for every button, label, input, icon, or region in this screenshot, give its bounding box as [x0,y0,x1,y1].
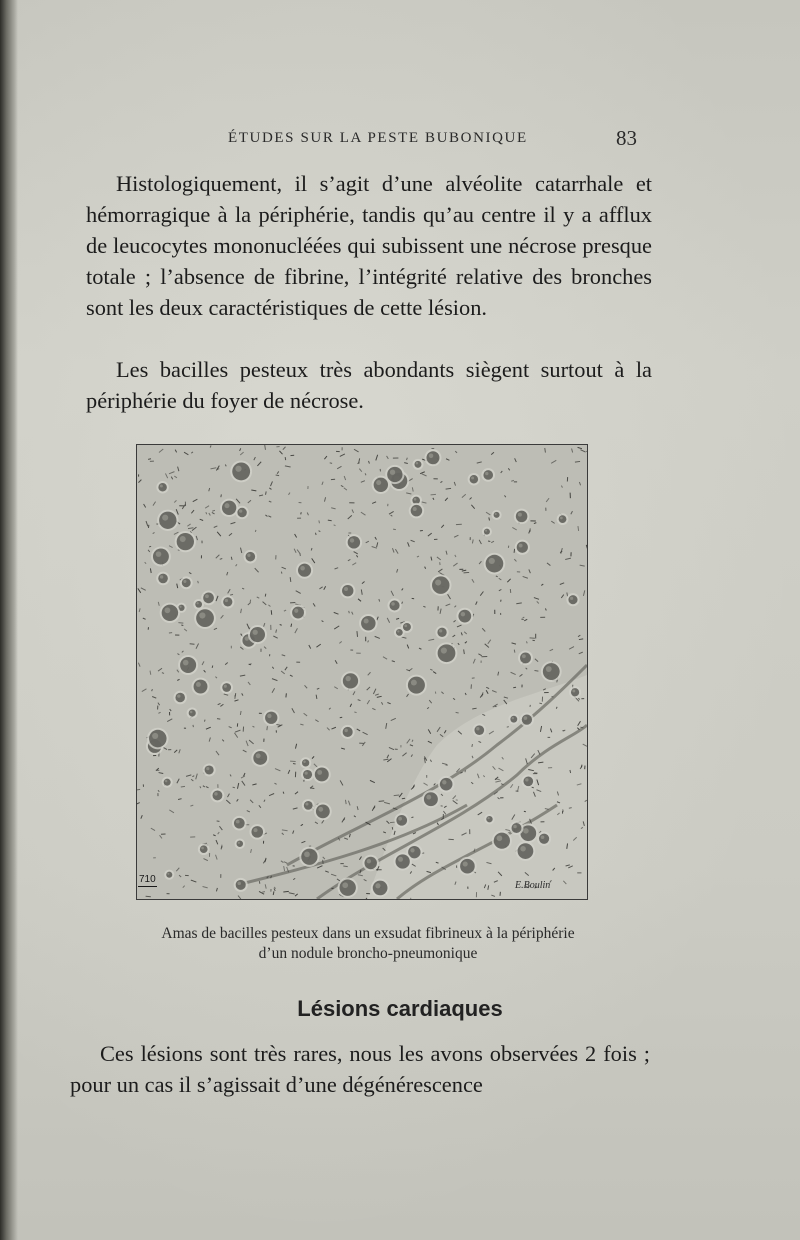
figure-caption-line-2: d’un nodule broncho-pneumonique [258,945,478,962]
micrograph-illustration [136,444,588,900]
running-head [0,126,800,156]
figure-caption-line-1: Amas de bacilles pesteux dans un exsudat fibrineux à la périphérie [161,925,575,942]
magnification-label: 710 [139,874,156,885]
running-head-title: ÉTUDES SUR LA PESTE BUBONIQUE [228,130,528,146]
section-heading: Lésions cardiaques [297,996,503,1021]
figure-caption [90,924,646,964]
paragraph-bacilli: Les bacilles pesteux très abondants siègent surtout à la périphérie du foyer de nécrose. [86,357,652,413]
illustrator-signature: E.Boulin [515,880,551,891]
paragraph-histology: Histologiquement, il s’agit d’une alvéolite catarrhale et hémorragique à la périphérie, tandis qu’au centre il y a afflux de leucocytes mononucléées qui subissent une nécrose presque totale ; l’absence de fibrine, l’intégrité relative des bronches sont les deux caractéristiques de cette lésion. [86,171,652,320]
paragraph-cardiac: Ces lésions sont très rares, nous les avons observées 2 fois ; pour un cas il s’agissait d’une dégénérescence [70,1041,650,1097]
micrograph-drawing [137,445,587,899]
book-spine-shadow [0,0,18,1240]
page-number: 83 [616,126,637,150]
